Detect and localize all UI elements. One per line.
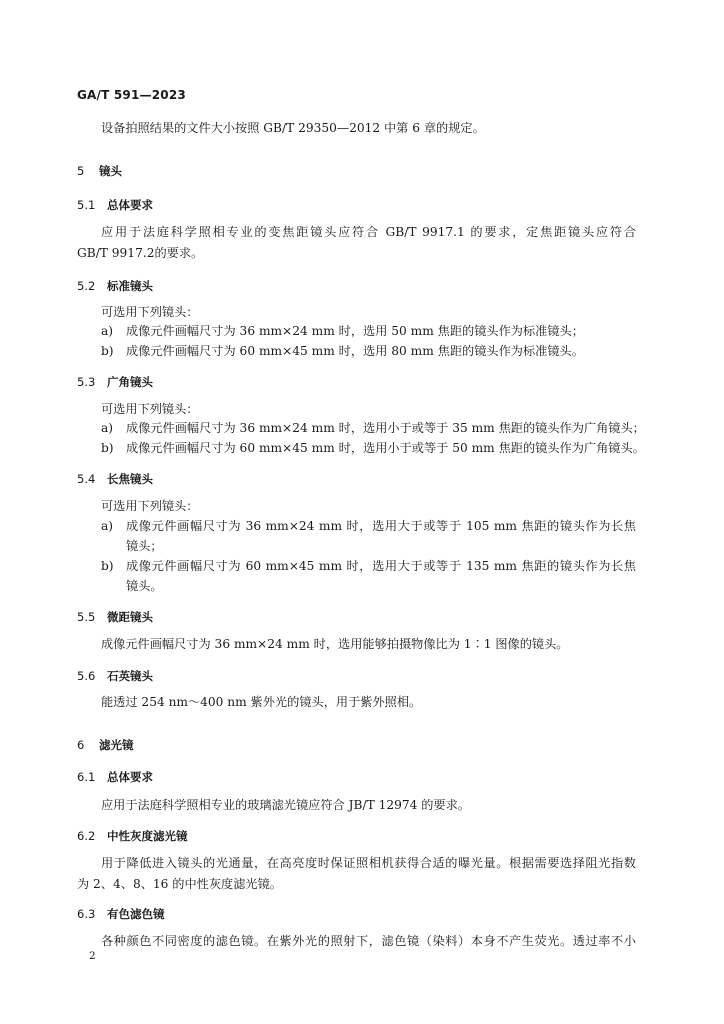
subsection-number: 5.3 [77, 375, 96, 389]
lead-5-2: 可选用下列镜头： [101, 305, 199, 319]
lead-5-3: 可选用下列镜头： [101, 402, 199, 416]
lead-5-4: 可选用下列镜头： [101, 499, 199, 513]
subsection-5-6-heading [77, 668, 153, 684]
paragraph-5-1-line-1: 应用于法庭科学照相专业的变焦距镜头应符合 GB/T 9917.1 的要求，定焦距镜头应符合 [101, 225, 636, 239]
section-5-heading [77, 163, 122, 179]
list-text: 成像元件画幅尺寸为 60 mm×45 mm 时，选用小于或等于 50 mm 焦距的镜头作为广角镜头。 [126, 441, 645, 455]
list-marker: b) [101, 344, 114, 358]
section-title: 滤光镜 [99, 738, 134, 752]
subsection-number: 6.3 [77, 907, 96, 921]
subsection-title: 微距镜头 [107, 610, 153, 624]
subsection-6-3-heading [77, 906, 165, 922]
section-number: 5 [77, 164, 85, 178]
list-text-continuation: 镜头。 [126, 579, 163, 593]
subsection-6-1-heading [77, 769, 153, 785]
section-6-heading [77, 737, 134, 753]
paragraph-5-5: 成像元件画幅尺寸为 36 mm×24 mm 时，选用能够拍摄物像比为 1∶1 图像的镜头。 [101, 637, 569, 651]
subsection-number: 5.1 [77, 198, 96, 212]
subsection-title: 石英镜头 [107, 669, 153, 683]
subsection-title: 总体要求 [107, 198, 153, 212]
paragraph-5-6: 能透过 254 nm～400 nm 紫外光的镜头，用于紫外照相。 [101, 695, 422, 709]
list-text: 成像元件画幅尺寸为 60 mm×45 mm 时，选用 80 mm 焦距的镜头作为标准镜头。 [126, 344, 584, 358]
section-number: 6 [77, 738, 85, 752]
list-marker: a) [101, 519, 114, 533]
paragraph-5-1-line-2: GB/T 9917.2的要求。 [77, 246, 204, 260]
list-marker: b) [101, 559, 114, 573]
intro-paragraph: 设备拍照结果的文件大小按照 GB/T 29350—2012 中第 6 章的规定。 [101, 121, 485, 135]
subsection-title: 长焦镜头 [107, 472, 153, 486]
page-number: 2 [89, 950, 96, 962]
list-text-continuation: 镜头； [126, 539, 163, 553]
subsection-6-2-heading [77, 828, 188, 844]
subsection-title: 有色滤色镜 [107, 907, 165, 921]
paragraph-6-2-line-2: 为 2、4、8、16 的中性灰度滤光镜。 [77, 877, 282, 891]
list-text: 成像元件画幅尺寸为 36 mm×24 mm 时，选用大于或等于 105 mm 焦距的镜头作为长焦 [126, 519, 636, 533]
paragraph-6-2-line-1: 用于降低进入镜头的光通量，在高亮度时保证照相机获得合适的曝光量。根据需要选择阻光指数 [101, 856, 636, 870]
paragraph-6-1: 应用于法庭科学照相专业的玻璃滤光镜应符合 JB/T 12974 的要求。 [101, 798, 470, 812]
list-marker: b) [101, 441, 114, 455]
list-marker: a) [101, 324, 114, 338]
subsection-title: 中性灰度滤光镜 [107, 829, 188, 843]
subsection-number: 5.5 [77, 610, 96, 624]
list-text: 成像元件画幅尺寸为 36 mm×24 mm 时，选用小于或等于 35 mm 焦距的镜头作为广角镜头； [126, 421, 645, 435]
subsection-number: 6.2 [77, 829, 96, 843]
subsection-5-3-heading [77, 374, 153, 390]
subsection-number: 5.6 [77, 669, 96, 683]
subsection-5-1-heading [77, 197, 153, 213]
subsection-title: 标准镜头 [107, 279, 153, 293]
paragraph-6-3-line-1: 各种颜色不同密度的滤色镜。在紫外光的照射下，滤色镜（染料）本身不产生荧光。透过率不小 [101, 934, 636, 948]
subsection-number: 6.1 [77, 770, 96, 784]
list-text: 成像元件画幅尺寸为 60 mm×45 mm 时，选用大于或等于 135 mm 焦距的镜头作为长焦 [126, 559, 636, 573]
subsection-5-4-heading [77, 471, 153, 487]
section-title: 镜头 [99, 164, 122, 178]
subsection-5-5-heading [77, 609, 153, 625]
subsection-title: 总体要求 [107, 770, 153, 784]
subsection-number: 5.4 [77, 472, 96, 486]
document-id-header: GA/T 591—2023 [77, 88, 186, 102]
subsection-5-2-heading [77, 278, 153, 294]
subsection-title: 广角镜头 [107, 375, 153, 389]
list-text: 成像元件画幅尺寸为 36 mm×24 mm 时，选用 50 mm 焦距的镜头作为标准镜头； [126, 324, 584, 338]
list-marker: a) [101, 421, 114, 435]
subsection-number: 5.2 [77, 279, 96, 293]
